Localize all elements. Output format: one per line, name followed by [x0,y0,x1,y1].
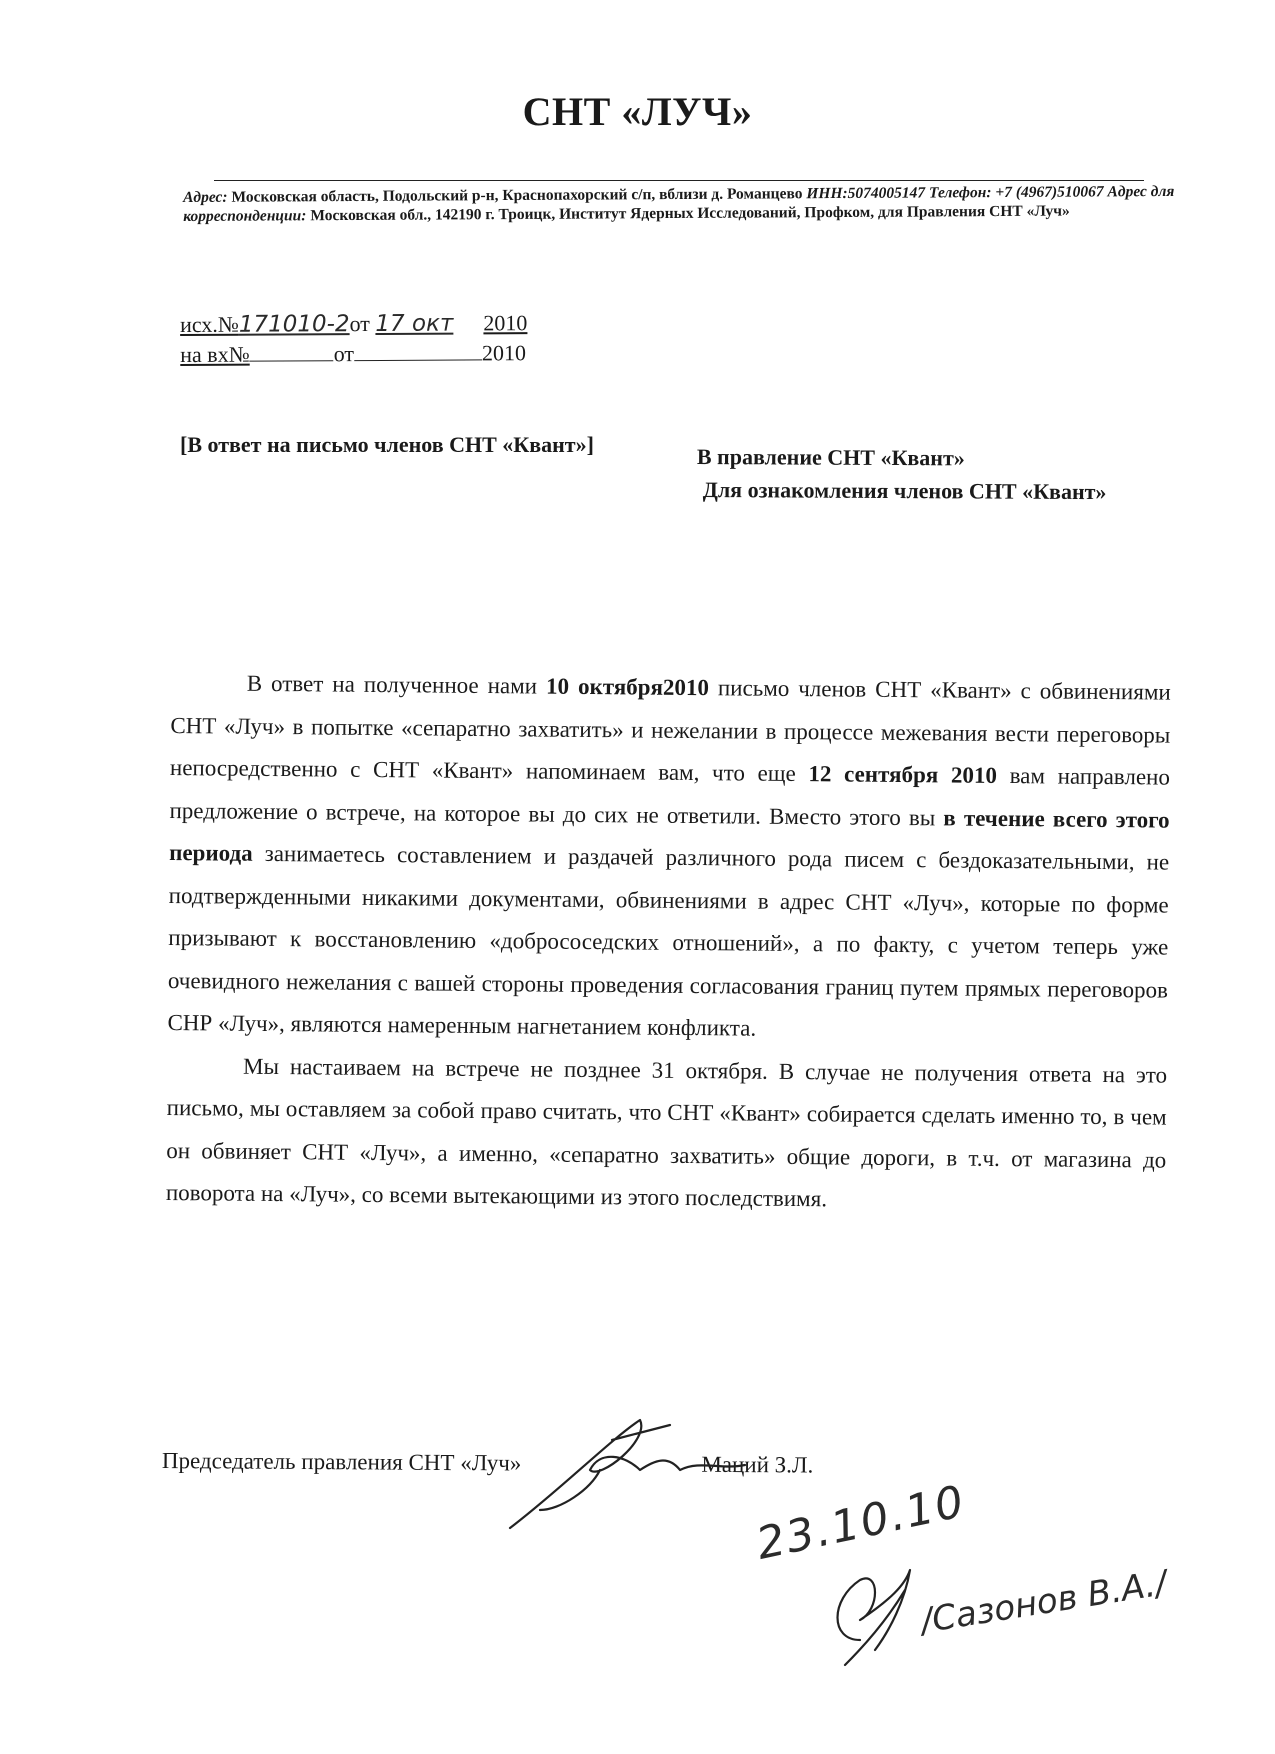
second-signature-icon [838,1570,911,1665]
address-text: Московская область, Подольский р-н, Краснопахорский с/п, вблизи д. Романцево [227,185,807,206]
addressee-line-1: В правление СНТ «Квант» [696,443,965,471]
outgoing-from: от [349,311,370,337]
body-bold-date: 12 сентября 2010 [808,761,998,788]
outgoing-prefix: исх.№ [180,311,239,337]
correspondence-address: Московская обл., 142190 г. Троицк, Институт Ядерных Исследований, Профком, для Правления СНТ «Луч» [306,202,1070,225]
handwritten-name: /Сазонов В.А./ [918,1563,1170,1642]
incoming-from: от [333,341,355,367]
incoming-prefix: на вх№ [180,341,250,367]
body-text-span: письмо членов СНТ «Квант» с обвинениями СНТ «Луч» в попытке «сепаратно захватить» и нежелании в процессе межевания вести переговоры непосредственно с СНТ «Квант» напоминаем вам, что еще [169,675,1171,787]
signer-position: Председатель правления СНТ «Луч» [161,1448,522,1476]
body-bold-phrase: в течение всего этого периода [169,804,1170,866]
outgoing-number: 171010-2 [238,311,350,338]
correspondence-label: Адрес для корреспонденции: [183,182,1175,225]
phone-label: Телефон: [925,184,992,202]
handwritten-date: 23.10.10 [752,1475,970,1570]
body-text-span: занимаетесь составлением и раздачей различного рода писем с бездоказательными, не подтвержденными никакими документами, обвинениями в адрес СНТ «Луч», которые по форме призывают к восстановлению «добрососедских отношений», а по факту, с учетом теперь уже очевидного нежелания с вашей стороны проведения согласования границ путем прямых переговоров СНР «Луч», являются намеренным нагнетанием конфликта. [167,840,1170,1041]
reply-note: [В ответ на письмо членов СНТ «Квант»] [180,432,594,457]
outgoing-date: 17 окт [375,310,454,337]
body-bold-date: 10 октября2010 [545,673,710,701]
phone-number: +7 (4967)510067 [995,183,1104,202]
page-title: СНТ «ЛУЧ» [522,89,753,134]
chairman-signature-icon [510,1420,745,1528]
addressee-line-2: Для ознакомления членов СНТ «Квант» [702,477,1107,505]
outgoing-year: 2010 [483,310,528,336]
address-label: Адрес: [183,188,228,206]
inn-number: ИНН:5074005147 [806,184,926,203]
body-text-span: В ответ на полученное нами [246,670,547,699]
incoming-year: 2010 [481,340,527,366]
body-paragraph-2: Мы настаиваем на встрече не позднее 31 октября. В случае не получения ответа на это письмо, мы оставляем за собой право считать, что СНТ «Квант» собирается сделать именно то, в чем он обвиняет СНТ «Луч», а именно, «сепаратно захватить» общие дороги, в т.ч. от магазина до поворота на «Луч», со всеми вытекающими из этого последствимя. [165,1053,1168,1212]
signer-name: Маций З.Л. [701,1451,814,1478]
body-text-span: вам направлено предложение о встрече, на которое вы до сих не ответили. Вместо этого вы [169,762,1171,830]
